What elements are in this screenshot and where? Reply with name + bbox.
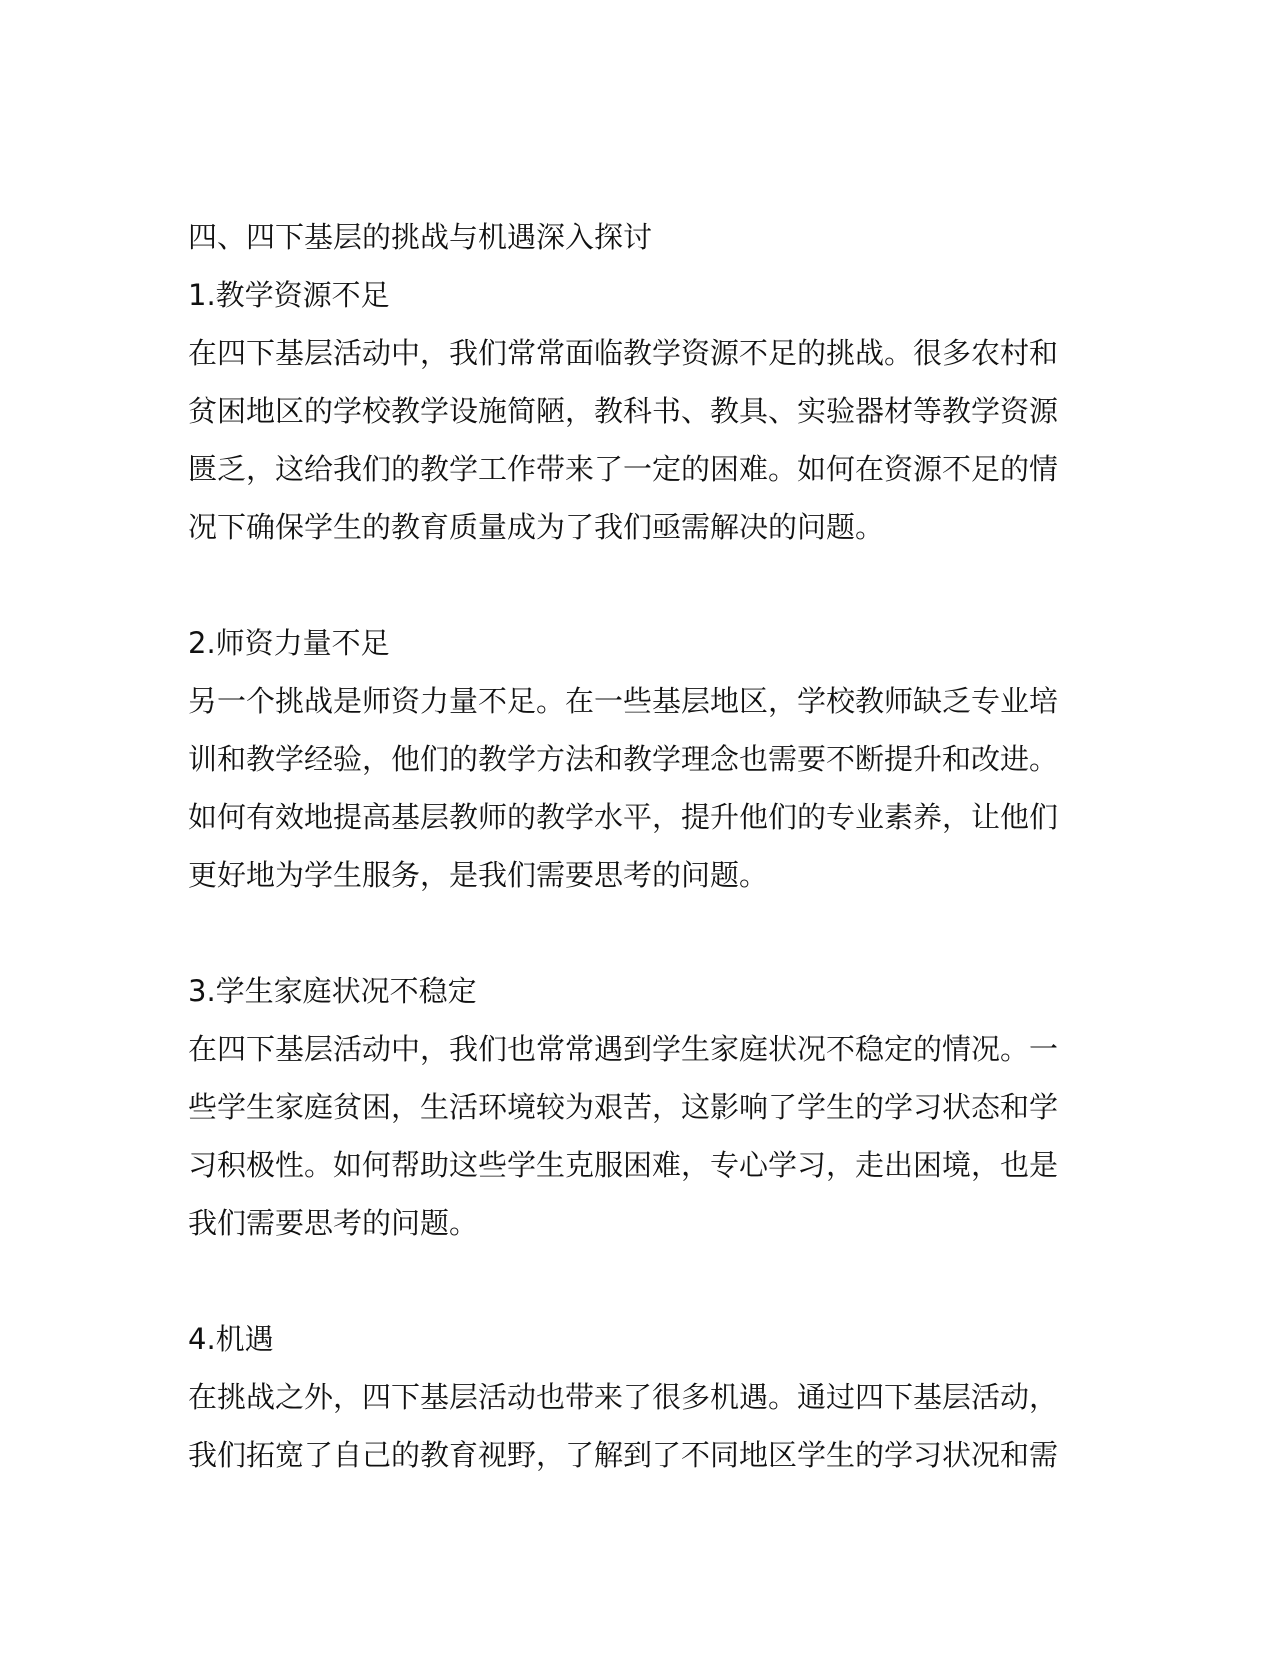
- paragraph-line: 在四下基层活动中，我们也常常遇到学生家庭状况不稳定的情况。一: [188, 1032, 1059, 1066]
- paragraph-line: 况下确保学生的教育质量成为了我们亟需解决的问题。: [188, 510, 885, 544]
- paragraph-line: 更好地为学生服务，是我们需要思考的问题。: [188, 858, 769, 892]
- paragraph-line: 在挑战之外，四下基层活动也带来了很多机遇。通过四下基层活动，: [188, 1380, 1059, 1414]
- paragraph-spacer: [188, 1252, 1068, 1310]
- section-heading: 2.师资力量不足: [188, 626, 390, 660]
- document-title: 四、四下基层的挑战与机遇深入探讨: [188, 220, 653, 254]
- section-heading: 4.机遇: [188, 1322, 274, 1356]
- paragraph-line: 匮乏，这给我们的教学工作带来了一定的困难。如何在资源不足的情: [188, 452, 1059, 486]
- paragraph-line: 我们拓宽了自己的教育视野，了解到了不同地区学生的学习状况和需: [188, 1438, 1059, 1472]
- paragraph-line: 训和教学经验，他们的教学方法和教学理念也需要不断提升和改进。: [188, 742, 1059, 776]
- section-heading: 1.教学资源不足: [188, 278, 390, 312]
- section-heading: 3.学生家庭状况不稳定: [188, 974, 477, 1008]
- paragraph-line: 在四下基层活动中，我们常常面临教学资源不足的挑战。很多农村和: [188, 336, 1059, 370]
- paragraph-line: 些学生家庭贫困，生活环境较为艰苦，这影响了学生的学习状态和学: [188, 1090, 1059, 1124]
- document-page: [188, 208, 1068, 1484]
- paragraph-line: 贫困地区的学校教学设施简陋，教科书、教具、实验器材等教学资源: [188, 394, 1059, 428]
- paragraph-line: 习积极性。如何帮助这些学生克服困难，专心学习，走出困境，也是: [188, 1148, 1059, 1182]
- paragraph-line: 如何有效地提高基层教师的教学水平，提升他们的专业素养，让他们: [188, 800, 1059, 834]
- paragraph-line: 另一个挑战是师资力量不足。在一些基层地区，学校教师缺乏专业培: [188, 684, 1059, 718]
- paragraph-spacer: [188, 904, 1068, 962]
- paragraph-spacer: [188, 556, 1068, 614]
- paragraph-line: 我们需要思考的问题。: [188, 1206, 479, 1240]
